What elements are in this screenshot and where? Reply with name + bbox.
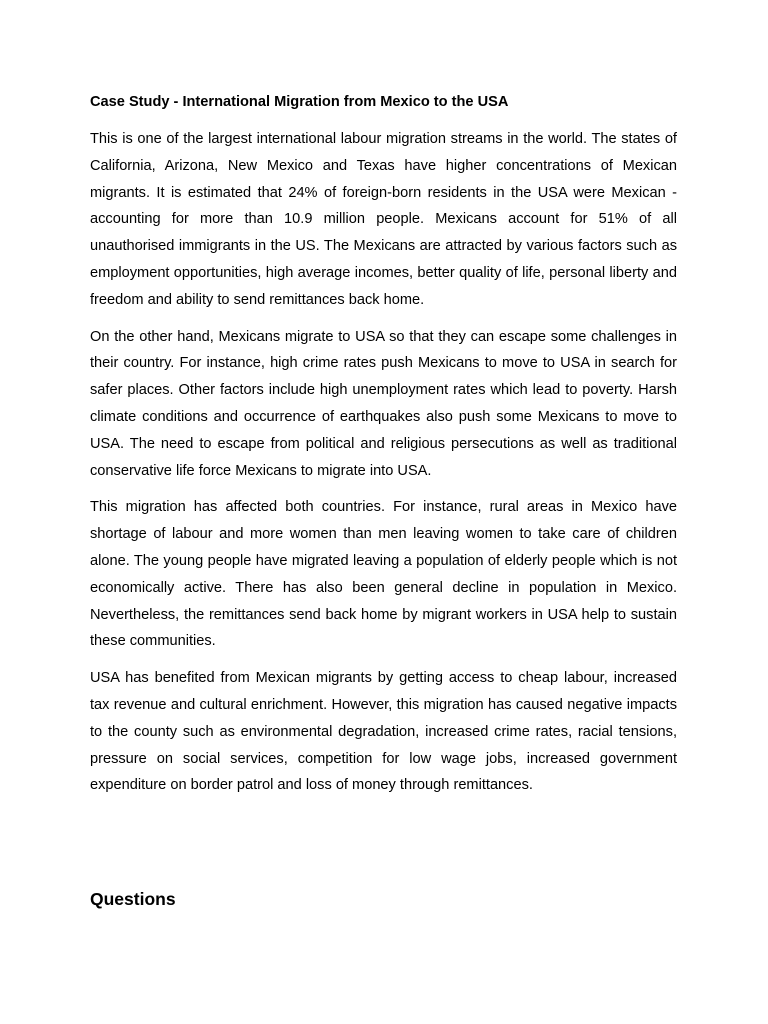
case-study-title: Case Study - International Migration from Mexico to the USA <box>90 94 509 110</box>
paragraph-effects-usa: USA has benefited from Mexican migrants by getting access to cheap labour, increased tax revenue and cultural enrichment. However, this migration has caused negative impacts to the county such as environmental degradation, increased crime rates, racial tensions, pressure on social services, competition for low wage jobs, increased government expenditure on border patrol and loss of money through remittances. <box>90 670 677 794</box>
paragraph-pull-factors: This is one of the largest international labour migration streams in the world. The states of California, Arizona, New Mexico and Texas have higher concentrations of Mexican migrants. It is estimated that 24% of foreign-born residents in the USA were Mexican - accounting for more than 10.9 million people. Mexicans account for 51% of all unauthorised immigrants in the US. The Mexicans are attracted by various factors such as employment opportunities, high average incomes, better quality of life, personal liberty and freedom and ability to send remittances back home. <box>90 131 677 308</box>
document-body <box>90 92 677 809</box>
questions-heading: Questions <box>90 889 176 909</box>
paragraph-push-factors: On the other hand, Mexicans migrate to USA so that they can escape some challenges in their country. For instance, high crime rates push Mexicans to move to USA in search for safer places. Other factors include high unemployment rates which lead to poverty. Harsh climate conditions and occurrence of earthquakes also push some Mexicans to move to USA. The need to escape from political and religious persecutions as well as traditional conservative life force Mexicans to migrate into USA. <box>90 328 677 479</box>
paragraph-effects-mexico: This migration has affected both countries. For instance, rural areas in Mexico have shortage of labour and more women than men leaving women to take care of children alone. The young people have migrated leaving a population of elderly people which is not economically active. There has also been general decline in population in Mexico. Nevertheless, the remittances send back home by migrant workers in USA help to sustain these communities. <box>90 499 677 650</box>
